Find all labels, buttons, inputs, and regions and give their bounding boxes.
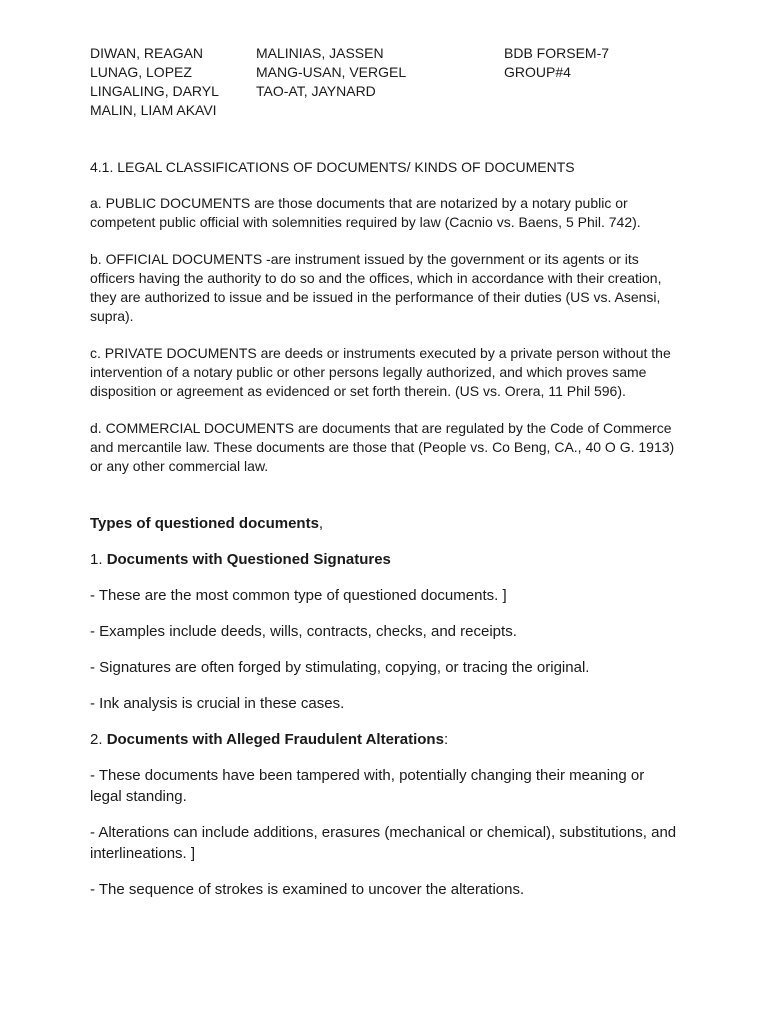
members-column-2	[256, 44, 406, 101]
bullet-item: - Ink analysis is crucial in these cases.	[90, 694, 345, 712]
classification-paragraph: a. PUBLIC DOCUMENTS are those documents that are notarized by a notary public or competent public official with solemnities required by law (Cacnio vs. Baens, 5 Phil. 742).	[90, 195, 641, 231]
type-title: Documents with Alleged Fraudulent Alterations	[106, 730, 444, 748]
classification-paragraph: c. PRIVATE DOCUMENTS are deeds or instruments executed by a private person without the intervention of a notary public or other persons legally authorized, and which proves same disposition or agreement as evidenced or set forth therein. (US vs. Orera, 11 Phil 596).	[90, 344, 671, 400]
member-name: MALIN, LIAM AKAVI	[90, 102, 217, 118]
bullet-item: - Examples include deeds, wills, contracts, checks, and receipts.	[90, 622, 517, 640]
member-name: LINGALING, DARYL	[90, 83, 219, 99]
bullet-item: - These documents have been tampered with, potentially changing their meaning or legal standing.	[90, 766, 645, 805]
group-header	[90, 44, 680, 124]
section-title: 4.1. LEGAL CLASSIFICATIONS OF DOCUMENTS/ KINDS OF DOCUMENTS	[90, 159, 575, 175]
type-heading	[90, 730, 680, 750]
classification-paragraph: b. OFFICIAL DOCUMENTS -are instrument issued by the government or its agents or its officers having the authority to do so and the offices, which in accordance with their creation, they are authorized to issue and be issued in the performance of their duties (US vs. Asensi, supra).	[90, 250, 662, 325]
bullet-item: - Alterations can include additions, erasures (mechanical or chemical), substitutions, and interlineations. ]	[90, 823, 677, 862]
member-name: MALINIAS, JASSEN	[256, 45, 384, 61]
member-name: MANG-USAN, VERGEL	[256, 64, 407, 80]
classification-paragraph: d. COMMERCIAL DOCUMENTS are documents that are regulated by the Code of Commerce and mercantile law. These documents are those that (People vs. Co Beng, CA., 40 O G. 1913) or any other commercial law.	[90, 419, 675, 475]
group-number: GROUP#4	[504, 64, 571, 80]
type-number: 2.	[90, 730, 103, 748]
type-suffix: :	[443, 730, 449, 748]
document-page	[90, 44, 680, 900]
member-name: TAO-AT, JAYNARD	[256, 83, 376, 99]
members-column-1	[90, 44, 219, 120]
member-name: DIWAN, REAGAN	[90, 45, 204, 61]
course-code: BDB FORSEM-7	[504, 45, 610, 61]
types-heading-tail: ,	[318, 514, 324, 532]
member-name: LUNAG, LOPEZ	[90, 64, 192, 80]
type-number: 1.	[90, 550, 103, 568]
type-heading	[90, 550, 680, 570]
course-group-column	[504, 44, 609, 82]
types-heading-text: Types of questioned documents	[90, 514, 319, 532]
type-title: Documents with Questioned Signatures	[106, 550, 391, 568]
types-heading	[90, 514, 680, 534]
bullet-item: - These are the most common type of questioned documents. ]	[90, 586, 507, 604]
bullet-item: - Signatures are often forged by stimulating, copying, or tracing the original.	[90, 658, 590, 676]
bullet-item: - The sequence of strokes is examined to uncover the alterations.	[90, 880, 525, 898]
